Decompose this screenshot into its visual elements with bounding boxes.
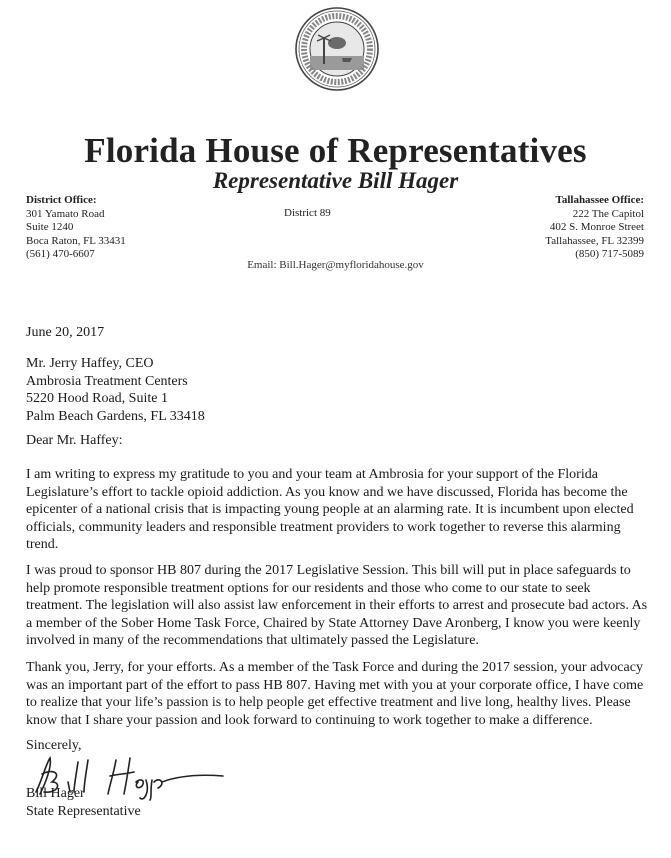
- signer-block: [26, 785, 141, 820]
- house-seal-logo: [294, 6, 380, 92]
- recipient-line: Mr. Jerry Haffey, CEO: [26, 356, 154, 371]
- district-office-line: (561) 470-6607: [26, 248, 95, 260]
- recipient-line: Ambrosia Treatment Centers: [26, 373, 188, 389]
- closing-text: Sincerely,: [26, 738, 82, 753]
- representative-name: Representative Bill Hager: [212, 168, 459, 193]
- tallahassee-office-heading: Tallahassee Office:: [555, 194, 644, 206]
- tallahassee-office-line: Tallahassee, FL 32399: [545, 234, 644, 247]
- tallahassee-office-block: [545, 194, 644, 262]
- org-title: Florida House of Representatives: [84, 131, 587, 170]
- district-office-line: Boca Raton, FL 33431: [26, 234, 126, 247]
- tallahassee-office-line: (850) 717-5089: [575, 248, 644, 260]
- tallahassee-office-line: 402 S. Monroe Street: [549, 221, 644, 233]
- recipient-address: [26, 355, 648, 425]
- paragraph-thanks: Thank you, Jerry, for your efforts. As a member of the Task Force and during the 2017 session, your advocacy was an important part of the effort to pass HB 807. Having met with you at your corporate office, I have come to realize that your life’s passion is to help people get effective treatment and live long, healthy lives. Please know that I share your passion and look forward to continuing to work together to make a difference.: [26, 660, 644, 728]
- paragraph-hb807: I was proud to sponsor HB 807 during the 2017 Legislative Session. This bill will put in place safeguards to help promote responsible treatment options for our residents and those who come to our state to seek treatment. The legislation will also assist law enforcement in their efforts to arrest and prosecute bad actors. As a member of the Sober Home Task Force, Chaired by State Attorney Dave Aronberg, I know you were keenly involved in many of the recommendations that ultimately passed the Legislature.: [26, 563, 648, 648]
- signer-name: Bill Hager: [26, 786, 85, 801]
- email-address: Email: Bill.Hager@myfloridahouse.gov: [247, 259, 424, 271]
- district-office-block: [26, 194, 126, 262]
- recipient-line: Palm Beach Gardens, FL 33418: [26, 408, 205, 424]
- district-number: District 89: [284, 207, 331, 219]
- district-office-line: 301 Yamato Road: [26, 207, 105, 220]
- signer-title: State Representative: [26, 803, 141, 819]
- recipient-line: 5220 Hood Road, Suite 1: [26, 391, 168, 406]
- district-office-line: Suite 1240: [26, 221, 74, 233]
- paragraph-gratitude: I am writing to express my gratitude to you and your team at Ambrosia for your support of the Florida Legislature’s effort to tackle opioid addiction. As you know and we have discussed, Florida has become the epicenter of a national crisis that is impacting young people at an alarming rate. It is incumbent upon elected officials, community leaders and responsible treatment providers to work together to reverse this alarming trend.: [26, 467, 634, 552]
- tallahassee-office-line: 222 The Capitol: [572, 207, 644, 220]
- salutation: Dear Mr. Haffey:: [26, 433, 123, 448]
- district-office-heading: District Office:: [26, 194, 97, 206]
- letter-date: June 20, 2017: [26, 325, 105, 340]
